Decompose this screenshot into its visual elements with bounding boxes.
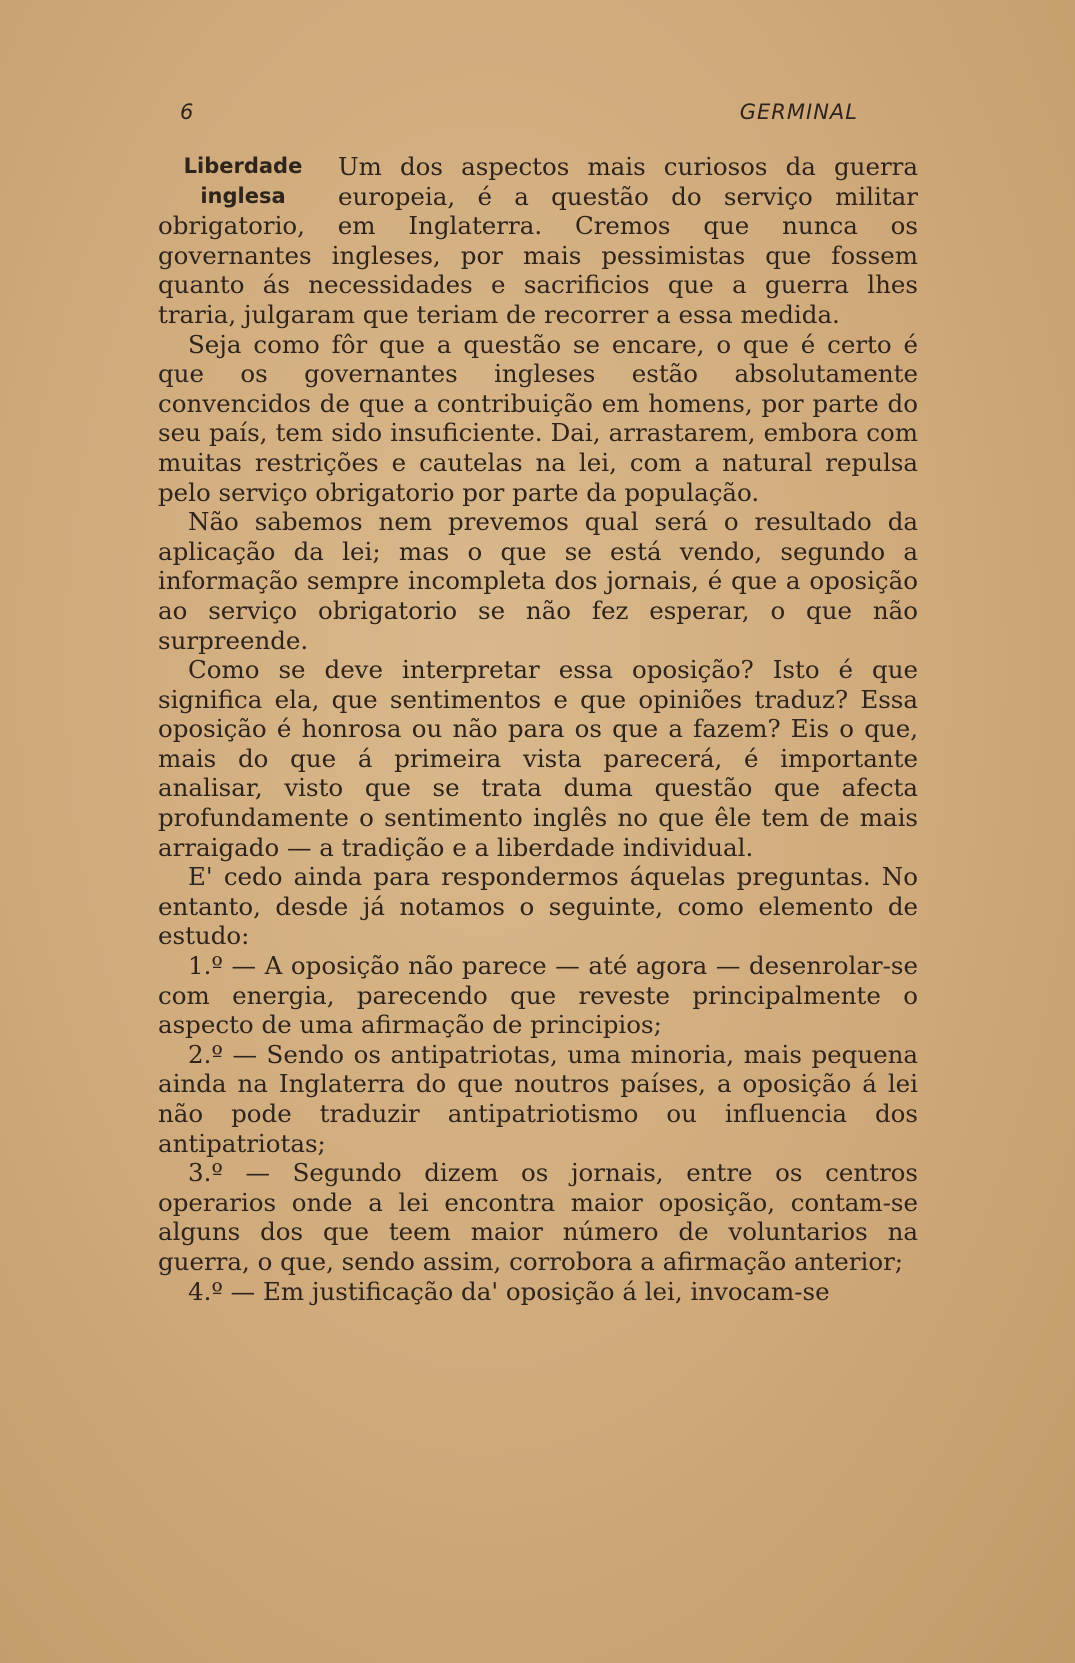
page-number: 6 <box>180 100 195 124</box>
sidenote-line-1: Liberdade <box>183 154 303 178</box>
section-sidenote <box>158 152 328 211</box>
list-item: 4.º — Em justificação da' oposição á lei, invocam-se <box>188 1276 830 1306</box>
sidenote-line-2: inglesa <box>200 183 286 208</box>
running-head <box>158 100 918 134</box>
paragraph: Seja como fôr que a questão se encare, o que é certo é que os governantes ingleses estão absolutamente convencidos de que a contribuição em homens, por parte do seu país, tem sido insuficiente. Dai, arrastarem, embora com muitas restrições e cautelas na lei, com a natural repulsa pelo serviço obrigatorio por parte da população. <box>158 329 918 507</box>
list-item: 3.º — Segundo dizem os jornais, entre os centros operarios onde a lei encontra maior oposição, contam-se alguns dos que teem maior número de voluntarios na guerra, o que, sendo assim, corrobora a afirmação anterior; <box>158 1158 918 1276</box>
list-item: 1.º — A oposição não parece — até agora — desenrolar-se com energia, parecendo que reveste principalmente o aspecto de uma afirmação de principios; <box>158 951 918 1040</box>
paragraph: Um dos aspectos mais curiosos da guerra europeia, é a questão do serviço militar obrigatorio, em Inglaterra. Cremos que nunca os governantes ingleses, por mais pessimistas que fossem quanto ás necessidades e sacrificios que a guerra lhes traria, julgaram que teriam de recorrer a essa medida. <box>158 152 918 329</box>
paragraph: E' cedo ainda para respondermos áquelas preguntas. No entanto, desde já notamos o seguinte, como elemento de estudo: <box>158 862 918 951</box>
running-title: GERMINAL <box>739 100 858 124</box>
article-body <box>158 152 918 1306</box>
book-page <box>158 100 918 1306</box>
paragraph: Não sabemos nem prevemos qual será o resultado da aplicação da lei; mas o que se está vendo, segundo a informação sempre incompleta dos jornais, é que a oposição ao serviço obrigatorio se não fez esperar, o que não surpreende. <box>158 507 918 655</box>
paragraph: Como se deve interpretar essa oposição? Isto é que significa ela, que sentimentos e que opiniões traduz? Essa oposição é honrosa ou não para os que a fazem? Eis o que, mais do que á primeira vista parecerá, é importante analisar, visto que se trata duma questão que afecta profundamente o sentimento inglês no que êle tem de mais arraigado — a tradição e a liberdade individual. <box>158 655 918 862</box>
list-item: 2.º — Sendo os antipatriotas, uma minoria, mais pequena ainda na Inglaterra do que noutros países, a oposição á lei não pode traduzir antipatriotismo ou influencia dos antipatriotas; <box>158 1039 918 1158</box>
